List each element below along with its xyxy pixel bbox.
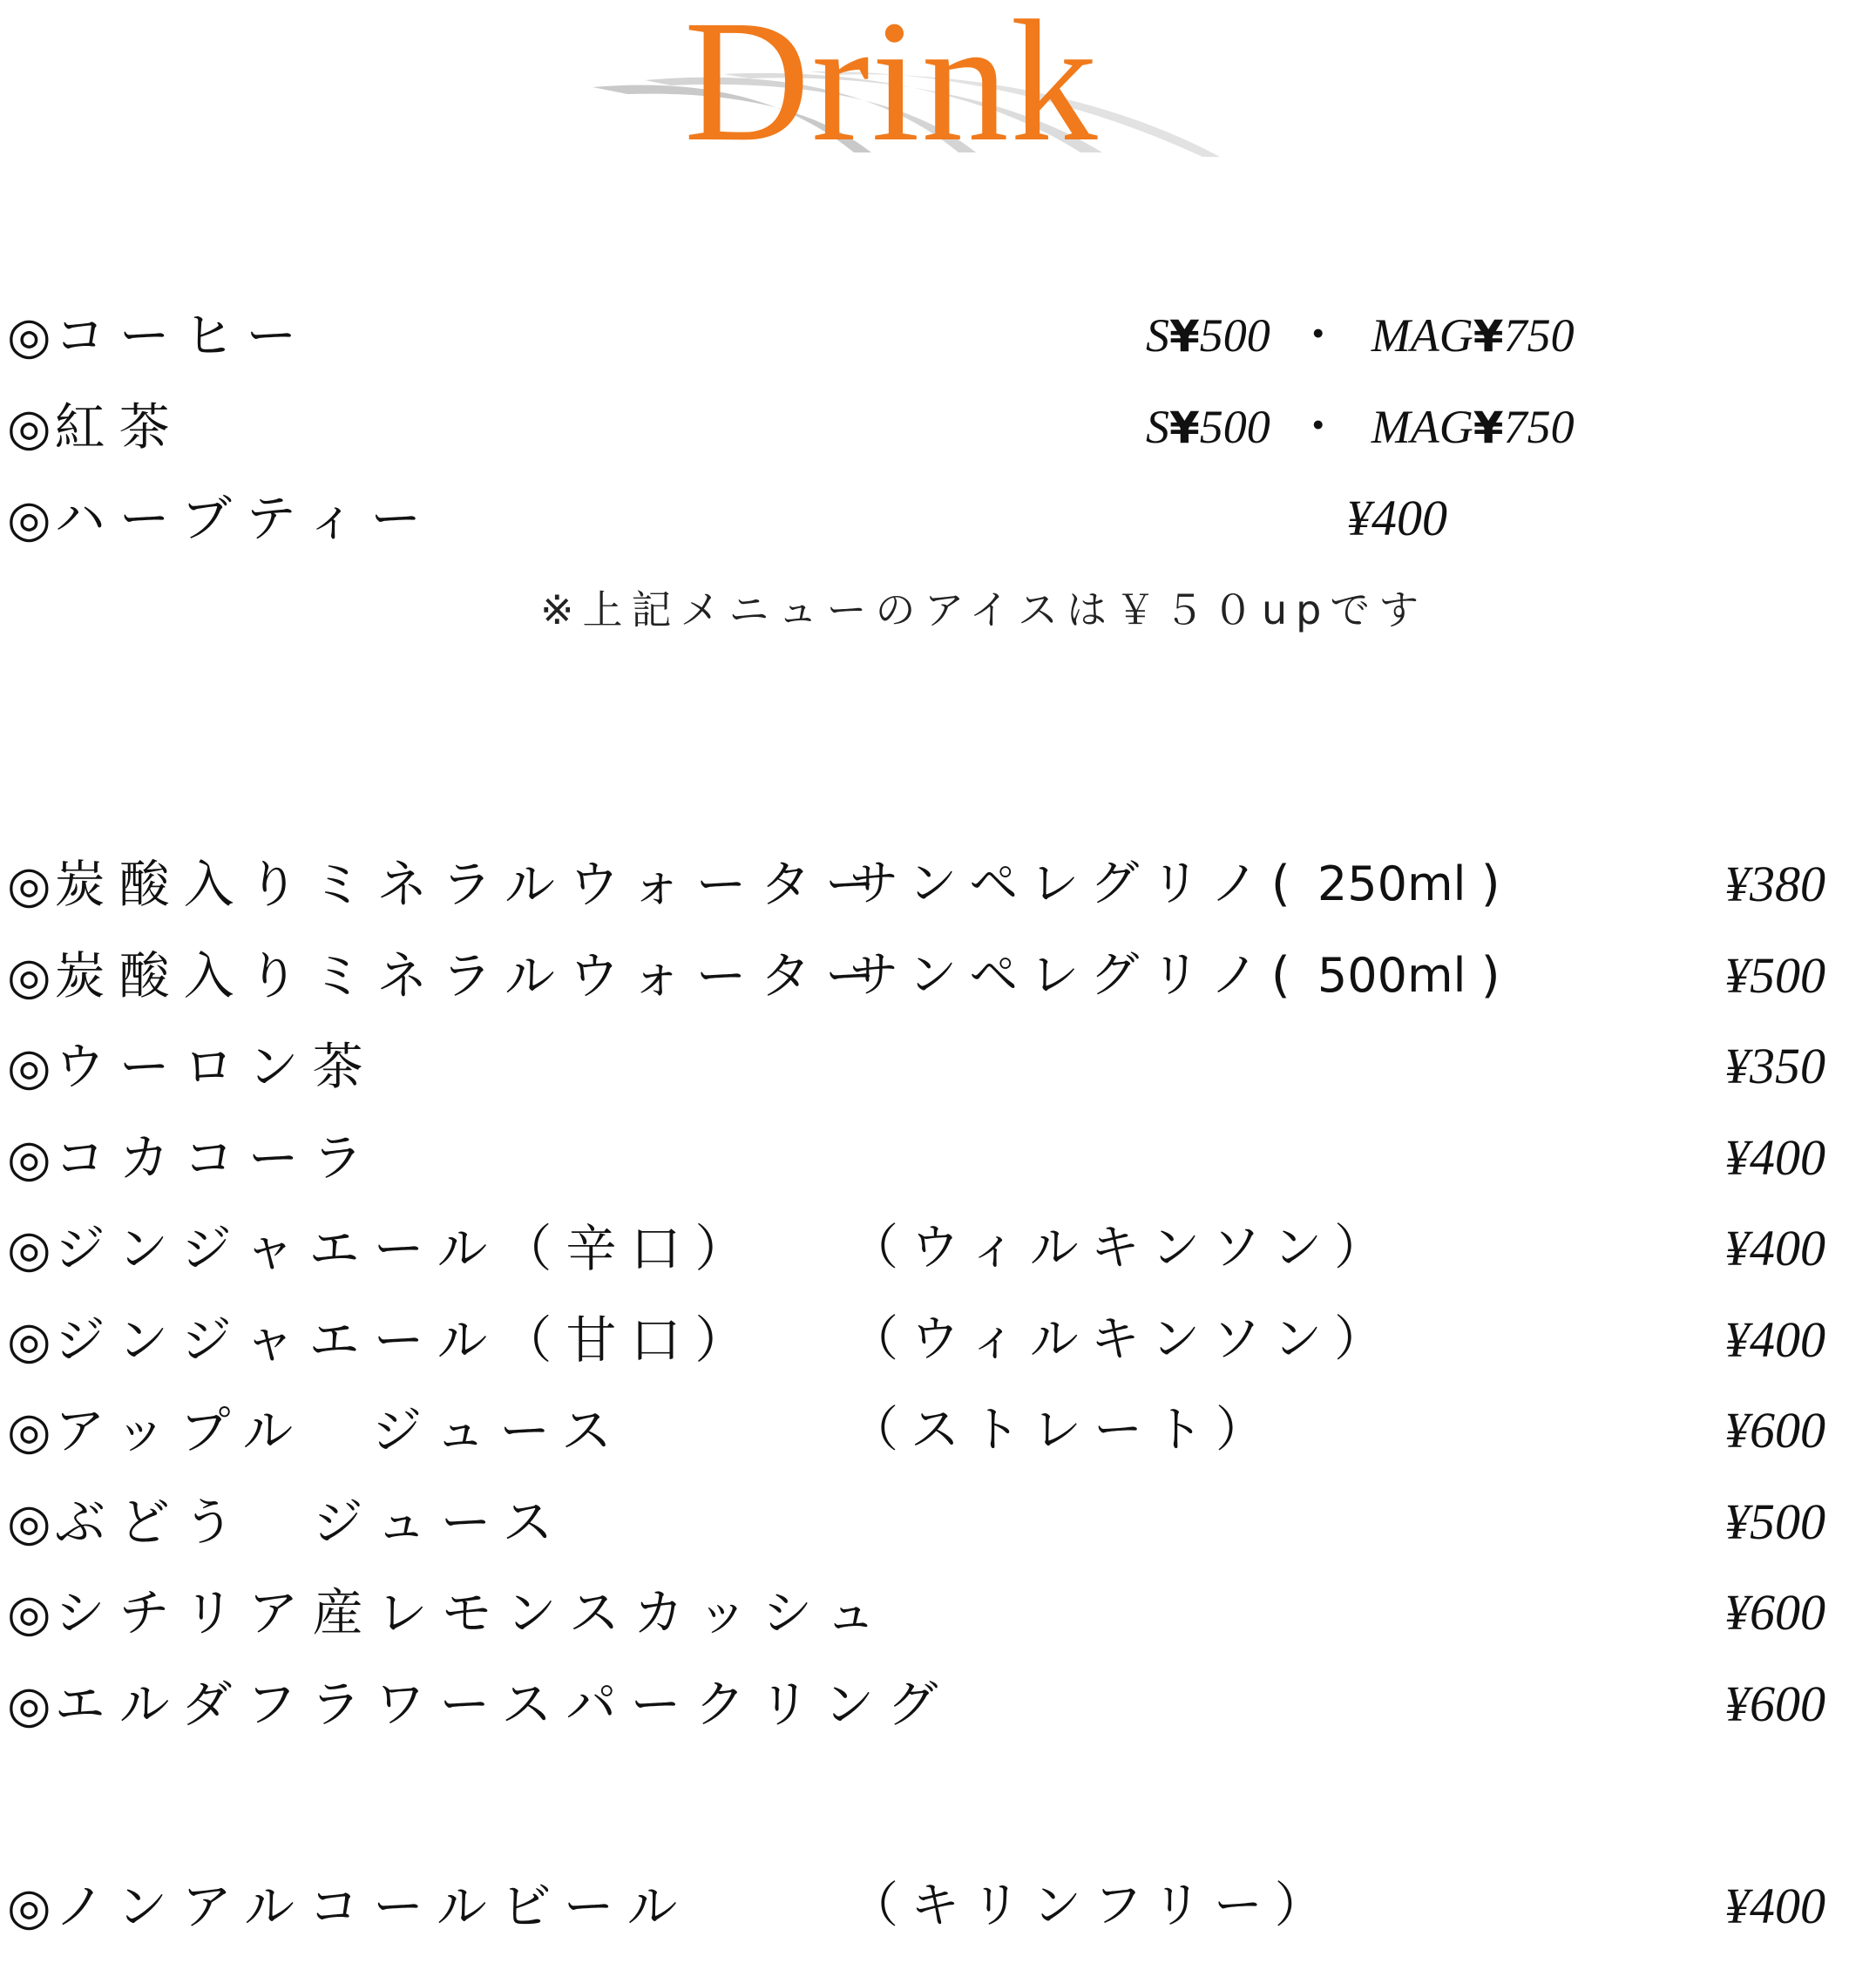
price-mag: 750	[1503, 309, 1575, 362]
size-s-label: S	[1146, 401, 1169, 453]
double-circle-mark: ◎	[7, 1310, 51, 1370]
item-price: ¥500	[1724, 947, 1825, 1004]
item-price: ¥380	[1724, 856, 1825, 912]
item-name-text: シチリア産レモンスカッシュ	[54, 1583, 891, 1642]
size-mag-label: MAG	[1371, 309, 1473, 362]
item-name-text: ノンアルコールビール	[54, 1877, 692, 1936]
item-price-sizes	[1146, 301, 1575, 371]
size-s-label: S	[1146, 309, 1169, 362]
double-circle-mark: ◎	[7, 1219, 51, 1278]
item-brand	[850, 850, 1513, 919]
item-name-text: 炭酸入りミネラルウォーター	[54, 946, 890, 1005]
double-circle-mark: ◎	[7, 1877, 51, 1936]
menu-item-row	[0, 1396, 1876, 1474]
menu-item-row	[0, 1872, 1876, 1950]
menu-item-row	[0, 1487, 1876, 1566]
item-name	[7, 1669, 952, 1739]
double-circle-mark: ◎	[7, 946, 51, 1005]
item-name	[7, 1578, 890, 1648]
item-brand-close: )	[1480, 856, 1513, 912]
double-circle-mark: ◎	[7, 1583, 51, 1642]
menu-title: Drink	[684, 0, 1100, 178]
item-name-text: コーヒー	[54, 306, 311, 365]
item-price: ¥400	[1346, 490, 1447, 546]
menu-item-row	[0, 1305, 1876, 1384]
item-name-text: ぶどう ジュース	[54, 1493, 567, 1552]
item-price: ¥600	[1724, 1402, 1825, 1459]
item-brand-text: （ウィルキンソン）	[850, 1220, 1396, 1276]
double-circle-mark: ◎	[7, 1401, 51, 1460]
price-s: 500	[1199, 309, 1270, 362]
item-price: ¥600	[1724, 1675, 1825, 1732]
price-s: 500	[1199, 401, 1270, 453]
menu-item-row	[0, 1214, 1876, 1292]
item-brand-text: サンペレグリノ(	[850, 856, 1303, 912]
item-name	[7, 1396, 626, 1465]
double-circle-mark: ◎	[7, 1675, 51, 1734]
item-name	[7, 1214, 759, 1283]
item-name-text: ウーロン茶	[54, 1037, 377, 1096]
menu-item-row	[0, 850, 1876, 928]
item-name-text: ジンジャエール（甘口）	[54, 1310, 760, 1370]
item-name-text: 炭酸入りミネラルウォーター	[54, 855, 890, 914]
item-brand	[850, 1305, 1395, 1375]
item-price: ¥600	[1724, 1584, 1825, 1641]
item-volume: 500ml	[1302, 948, 1481, 1003]
menu-item-row	[0, 941, 1876, 1019]
item-brand-close: )	[1480, 947, 1513, 1004]
double-circle-mark: ◎	[7, 397, 51, 457]
item-name	[7, 1872, 691, 1941]
ice-note: ※上記メニューのアイスは￥５０upです	[540, 586, 1428, 633]
menu-item-row	[0, 484, 1876, 562]
menu-item-row	[0, 1123, 1876, 1201]
item-price-sizes	[1146, 392, 1575, 463]
yen-symbol: ¥	[1473, 311, 1504, 362]
item-name-text: 紅茶	[54, 397, 184, 457]
double-circle-mark: ◎	[7, 306, 51, 365]
yen-symbol: ¥	[1169, 403, 1200, 453]
menu-item-row	[0, 1578, 1876, 1656]
item-name	[7, 1123, 377, 1193]
menu-item-row	[0, 392, 1876, 470]
double-circle-mark: ◎	[7, 1493, 51, 1552]
item-name-text: エルダフラワースパークリング	[54, 1675, 952, 1734]
item-name	[7, 941, 890, 1011]
item-name-text: ジンジャエール（辛口）	[54, 1219, 760, 1278]
price-mag: 750	[1503, 401, 1575, 453]
item-brand-text: サンペレグリノ(	[850, 947, 1303, 1004]
menu-title-block	[593, 0, 1220, 178]
double-circle-mark: ◎	[7, 489, 51, 548]
item-price: ¥400	[1724, 1311, 1825, 1368]
double-circle-mark: ◎	[7, 1037, 51, 1096]
yen-symbol: ¥	[1473, 403, 1504, 453]
item-price: ¥400	[1724, 1878, 1825, 1934]
yen-symbol: ¥	[1169, 311, 1200, 362]
separator-dot: ・	[1294, 309, 1342, 362]
item-price: ¥400	[1724, 1129, 1825, 1186]
menu-item-row	[0, 1032, 1876, 1110]
menu-item-row	[0, 301, 1876, 379]
item-name	[7, 1487, 567, 1557]
item-price: ¥350	[1724, 1038, 1825, 1094]
item-name-text: ハーブティー	[54, 489, 436, 548]
item-name-text: コカコーラ	[54, 1128, 377, 1188]
item-volume: 250ml	[1302, 856, 1481, 911]
size-mag-label: MAG	[1371, 401, 1473, 453]
item-name	[7, 392, 184, 462]
item-price: ¥400	[1724, 1220, 1825, 1276]
item-name-text: アップル ジュース	[54, 1401, 626, 1460]
double-circle-mark: ◎	[7, 855, 51, 914]
item-name	[7, 1305, 759, 1375]
item-brand	[850, 1214, 1395, 1283]
item-brand	[850, 941, 1513, 1011]
item-brand-text: （ストレート）	[850, 1402, 1277, 1459]
item-brand: （キリンフリー）	[850, 1878, 1336, 1934]
item-brand	[850, 1396, 1277, 1465]
item-name	[7, 1032, 377, 1101]
item-name	[7, 301, 310, 370]
double-circle-mark: ◎	[7, 1128, 51, 1188]
separator-dot: ・	[1294, 401, 1342, 453]
item-price: ¥500	[1724, 1493, 1825, 1550]
menu-item-row	[0, 1669, 1876, 1748]
item-name	[7, 484, 435, 553]
item-brand-text: （ウィルキンソン）	[850, 1311, 1396, 1368]
item-name	[7, 850, 890, 919]
